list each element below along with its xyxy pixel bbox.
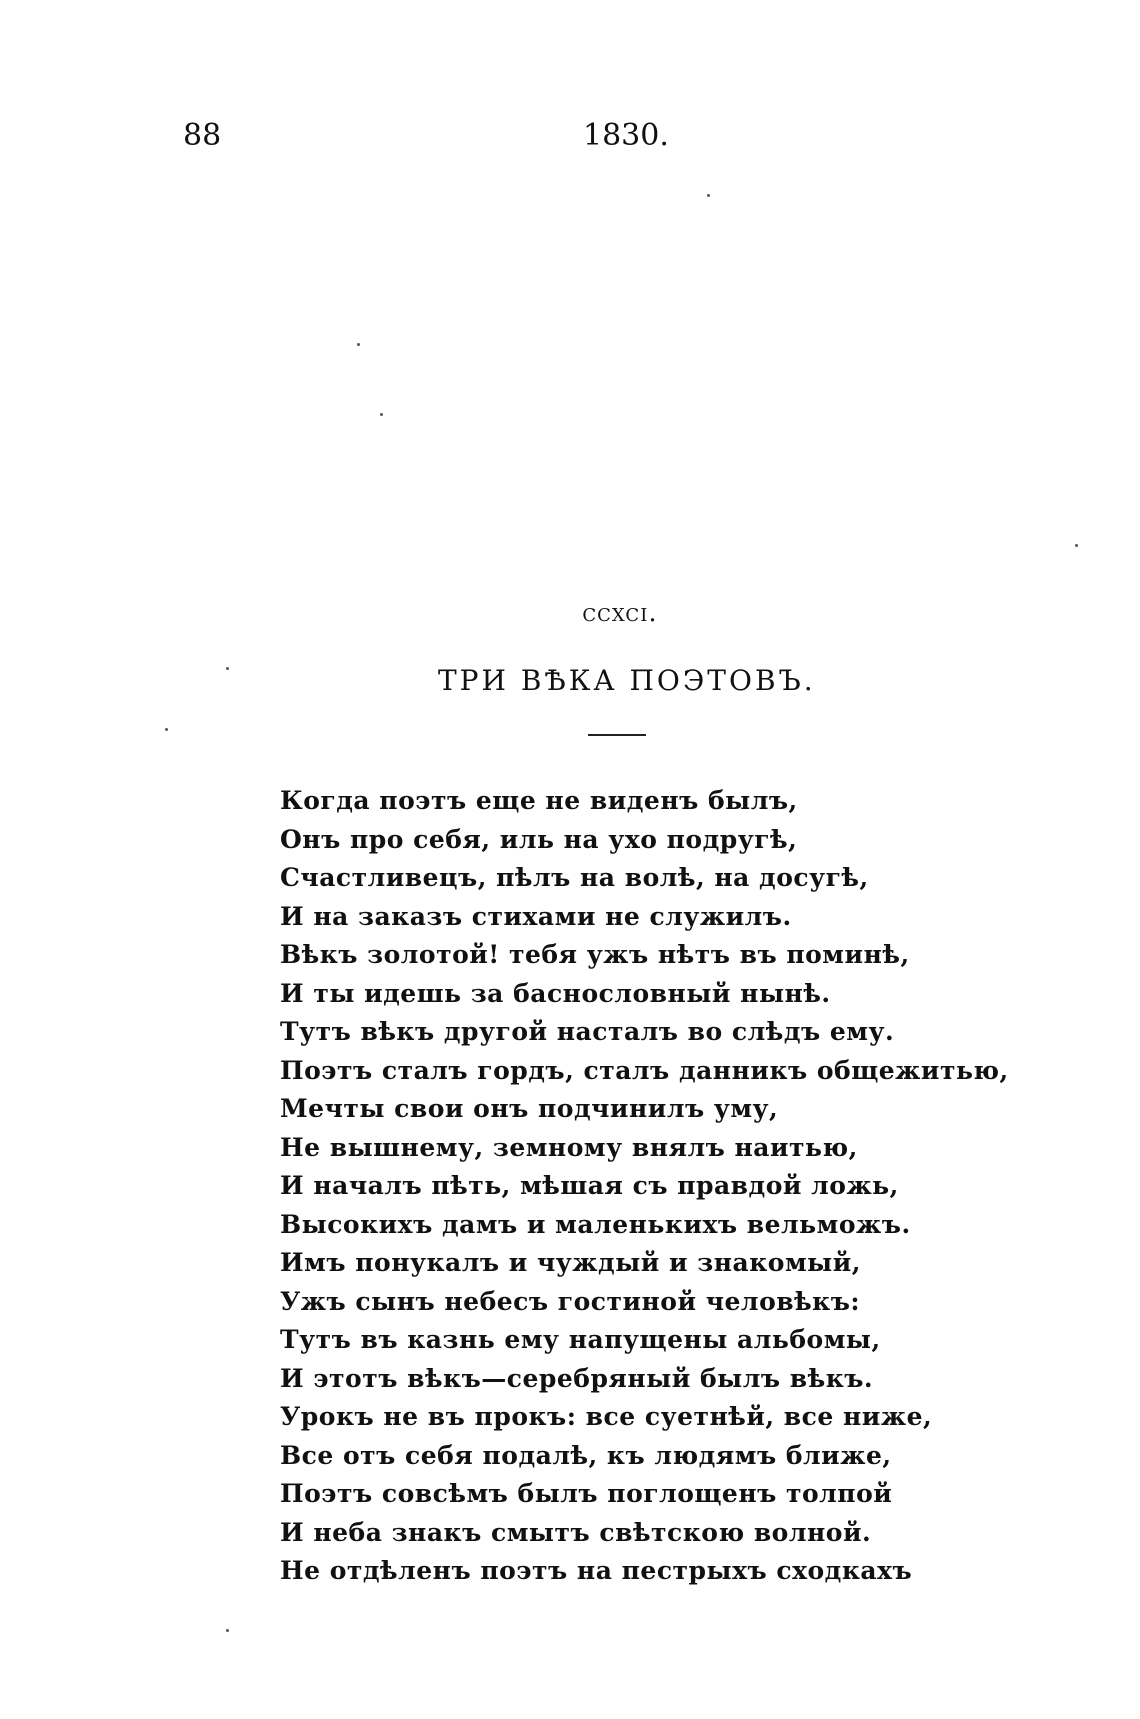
verse-line: Мечты свои онъ подчинилъ уму,: [280, 1094, 779, 1123]
verse-line: Не вышнему, земному внялъ наитью,: [280, 1132, 858, 1162]
verse-line: Поэтъ совсѣмъ былъ поглощенъ толпой: [280, 1479, 893, 1508]
verse-line: И ты идешь за баснословный нынѣ.: [280, 978, 831, 1008]
verse-line: И на заказъ стихами не служилъ.: [280, 901, 792, 931]
poem-verse: [280, 782, 1009, 1591]
page-number: 88: [183, 118, 222, 153]
verse-line: Имъ понукалъ и чуждый и знакомый,: [280, 1248, 861, 1277]
scan-speck: [357, 343, 360, 346]
scan-speck: [226, 667, 229, 670]
verse-line: И этотъ вѣкъ—серебряный былъ вѣкъ.: [280, 1363, 874, 1393]
verse-line: Тутъ вѣкъ другой насталъ во слѣдъ ему.: [280, 1017, 895, 1046]
scan-speck: [226, 1629, 229, 1632]
verse-line: Счастливецъ, пѣлъ на волѣ, на досугѣ,: [280, 863, 869, 892]
scan-speck: [1075, 544, 1078, 547]
verse-line: Высокихъ дамъ и маленькихъ вельможъ.: [280, 1209, 911, 1239]
verse-line: И началъ пѣть, мѣшая съ правдой ложь,: [280, 1171, 899, 1200]
verse-line: Все отъ себя подалѣ, къ людямъ ближе,: [280, 1440, 892, 1470]
verse-line: Поэтъ сталъ гордъ, сталъ данникъ общежитью,: [280, 1055, 1009, 1085]
title-rule: [588, 734, 646, 736]
verse-line: И неба знакъ смытъ свѣтскою волной.: [280, 1517, 872, 1547]
verse-line: Онъ про себя, иль на ухо подругѣ,: [280, 824, 798, 854]
verse-line: Ужъ сынъ небесъ гостиной человѣкъ:: [280, 1286, 861, 1316]
verse-line: Урокъ не въ прокъ: все суетнѣй, все ниже,: [280, 1402, 933, 1431]
verse-line: Тутъ въ казнь ему напущены альбомы,: [280, 1325, 881, 1354]
scan-speck: [165, 728, 168, 731]
verse-line: Когда поэтъ еще не виденъ былъ,: [280, 786, 798, 815]
poem-title: ТРИ ВѢКА ПОЭТОВЪ.: [438, 664, 816, 697]
poem-number: ccxci.: [582, 598, 658, 628]
verse-line: Вѣкъ золотой! тебя ужъ нѣтъ въ поминѣ,: [280, 940, 910, 969]
running-head-year: 1830.: [583, 118, 669, 153]
scan-speck: [707, 194, 710, 197]
scan-speck: [380, 413, 383, 416]
verse-line: Не отдѣленъ поэтъ на пестрыхъ сходкахъ: [280, 1556, 913, 1585]
